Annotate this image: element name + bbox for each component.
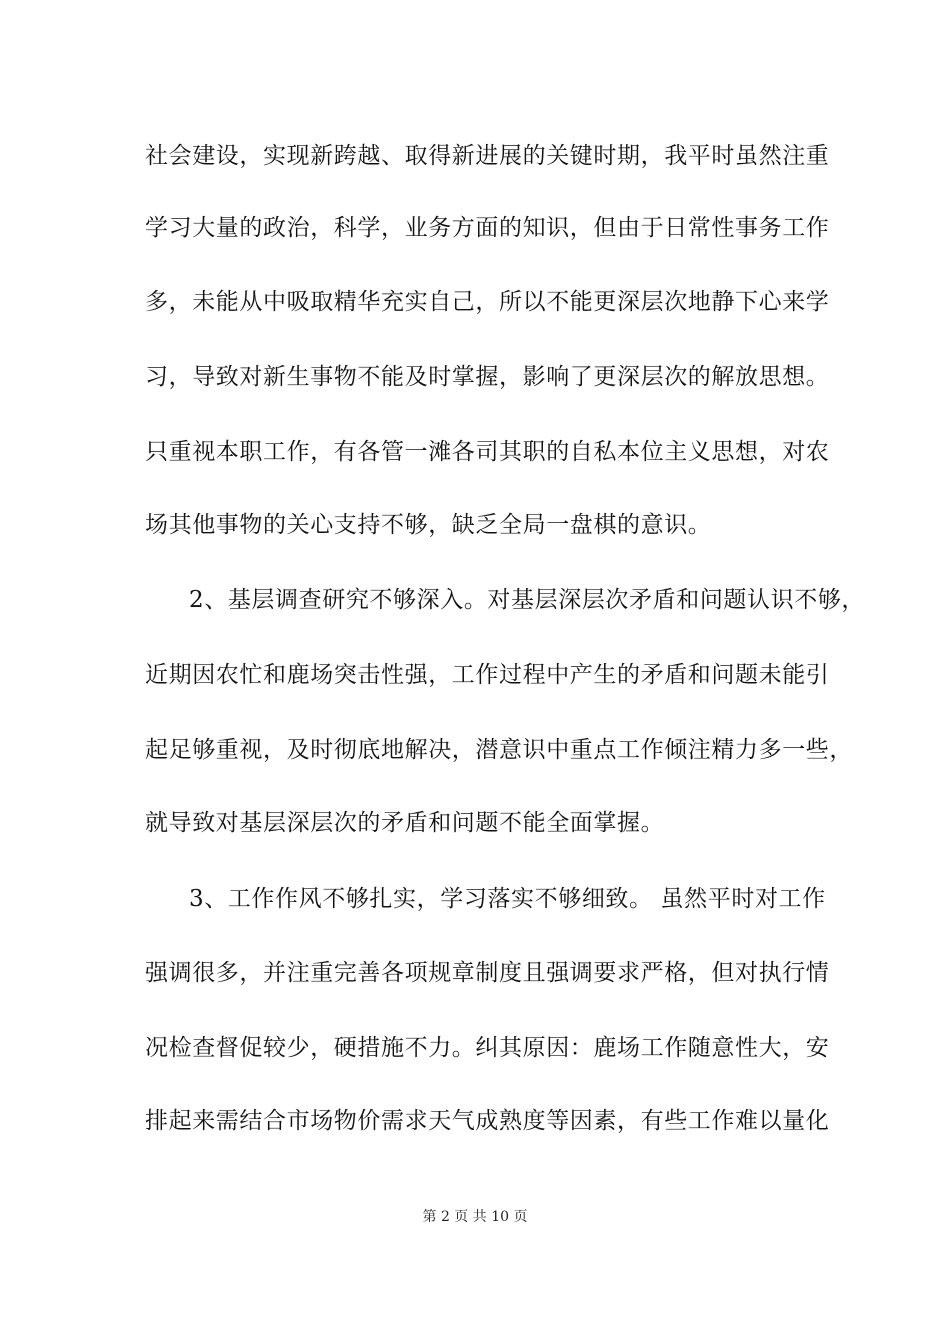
text-line: 近期因农忙和鹿场突击性强，工作过程中产生的矛盾和问题未能引 <box>145 662 830 688</box>
text-line: 况检查督促较少，硬措施不力。纠其原因：鹿场工作随意性大，安 <box>145 1035 830 1061</box>
text-line: 只重视本职工作，有各管一滩各司其职的自私本位主义思想，对农 <box>145 439 830 465</box>
text-line: 社会建设，实现新跨越、取得新进展的关键时期，我平时虽然注重 <box>145 143 830 169</box>
page-number-footer: 第 2 页 共 10 页 <box>422 1209 528 1225</box>
paragraph-3-first-line: 3、工作作风不够扎实，学习落实不够细致。 虽然平时对工作 <box>189 886 826 912</box>
text-line: 排起来需结合市场物价需求天气成熟度等因素，有些工作难以量化 <box>145 1108 830 1134</box>
text-line: 起足够重视，及时彻底地解决，潜意识中重点工作倾注精力多一些， <box>145 737 853 763</box>
text-line: 习，导致对新生事物不能及时掌握，影响了更深层次的解放思想。 <box>145 364 830 390</box>
text-line: 学习大量的政治，科学，业务方面的知识，但由于日常性事务工作 <box>145 215 830 241</box>
paragraph-2-first-line: 2、基层调查研究不够深入。对基层深层次矛盾和问题认识不够， <box>189 587 866 613</box>
text-line: 就导致对基层深层次的矛盾和问题不能全面掌握。 <box>145 810 665 836</box>
text-line: 场其他事物的关心支持不够，缺乏全局一盘棋的意识。 <box>145 512 712 538</box>
text-line: 多，未能从中吸取精华充实自己，所以不能更深层次地静下心来学 <box>145 289 830 315</box>
text-line: 强调很多，并注重完善各项规章制度且强调要求严格，但对执行情 <box>145 960 830 986</box>
